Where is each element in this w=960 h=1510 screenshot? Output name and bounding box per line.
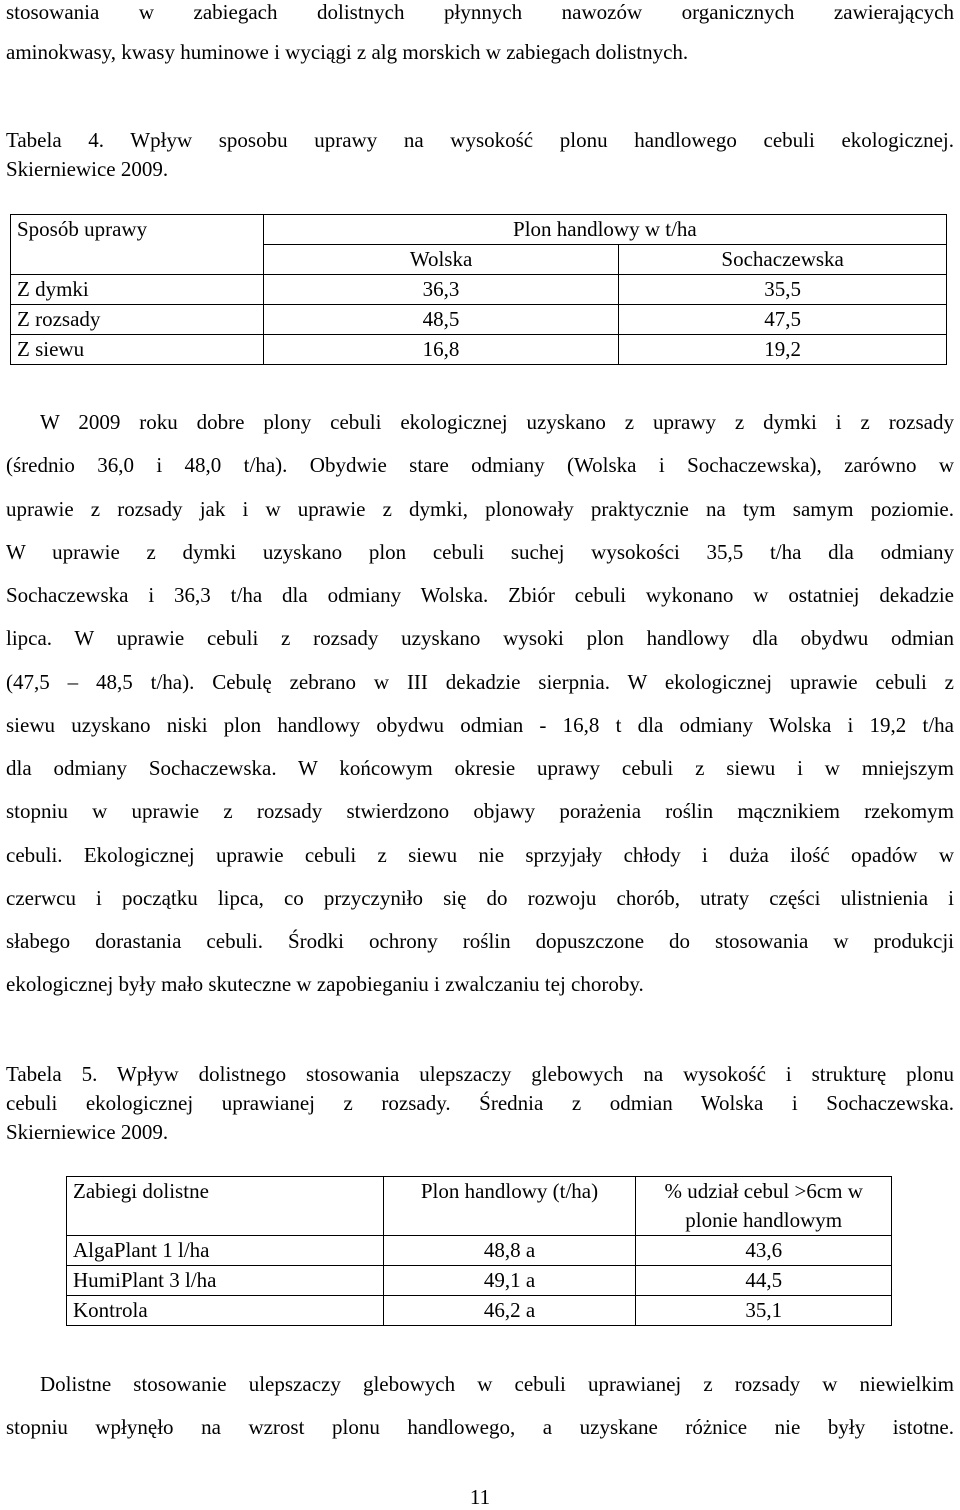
table4-col-sochaczewska: Sochaczewska [619,245,947,275]
table4-cell-method: Z dymki [11,275,264,305]
paragraph1-line-3: uprawie z rozsady jak i w uprawie z dymki, plonowały praktycznie na tym samym poziomie. [6,497,954,521]
paragraph1-line-13: słabego dorastania cebuli. Środki ochrony roślin dopuszczone do stosowania w produkcji [6,929,954,953]
table4-cell-method: Z rozsady [11,305,264,335]
table5-caption-line-3: Skierniewice 2009. [6,1120,169,1144]
paragraph1-line-6: lipca. W uprawie cebuli z rozsady uzyskano wysoki plon handlowy dla obydwu odmian [6,626,954,650]
paragraph1-line-11: cebuli. Ekologicznej uprawie cebuli z siewu nie sprzyjały chłody i duża ilość opadów w [6,843,954,867]
paragraph1-line-5: Sochaczewska i 36,3 t/ha dla odmiany Wolska. Zbiór cebuli wykonano w ostatniej dekadzie [6,583,954,607]
paragraph1-line-10: stopniu w uprawie z rozsady stwierdzono objawy porażenia roślin mącznikiem rzekomym [6,799,954,823]
table5-caption-line-2: cebuli ekologicznej uprawianej z rozsady. Średnia z odmian Wolska i Sochaczewska. [6,1091,954,1115]
table5-cell-share: 44,5 [636,1266,892,1296]
table5-cell-yield: 49,1 a [383,1266,636,1296]
paragraph1-line-4: W uprawie z dymki uzyskano plon cebuli suchej wysokości 35,5 t/ha dla odmiany [6,540,954,564]
paragraph2-line-1: Dolistne stosowanie ulepszaczy glebowych w cebuli uprawianej z rozsady w niewielkim [40,1372,954,1396]
table4-col-wolska: Wolska [263,245,619,275]
paragraph1-line-7: (47,5 – 48,5 t/ha). Cebulę zebrano w III dekadzie sierpnia. W ekologicznej uprawie cebuli z [6,670,954,694]
paragraph1-line-12: czerwcu i początku lipca, co przyczyniło się do rozwoju chorób, utraty części ulistnienia i [6,886,954,910]
table5-cell-share: 43,6 [636,1236,892,1266]
table5-caption-line-1: Tabela 5. Wpływ dolistnego stosowania ulepszaczy glebowych na wysokość i strukturę plonu [6,1062,954,1086]
intro-line-1: stosowania w zabiegach dolistnych płynnych nawozów organicznych zawierających [6,0,954,24]
table4-cell-sochaczewska: 19,2 [619,335,947,365]
table4-cell-method: Z siewu [11,335,264,365]
table5-header-yield: Plon handlowy (t/ha) [383,1177,636,1236]
table4-cell-sochaczewska: 47,5 [619,305,947,335]
table-4 [10,214,947,365]
table4-subheader-row [11,245,947,275]
table4-caption-line-1: Tabela 4. Wpływ sposobu uprawy na wysokość plonu handlowego cebuli ekologicznej. [6,128,954,152]
table5-cell-share: 35,1 [636,1296,892,1326]
table-row [11,275,947,305]
table5-cell-yield: 46,2 a [383,1296,636,1326]
table4-cell-wolska: 36,3 [263,275,619,305]
table5-header-row [67,1177,892,1236]
table5-header-treatment: Zabiegi dolistne [67,1177,384,1236]
paragraph1-line-1: W 2009 roku dobre plony cebuli ekologicznej uzyskano z uprawy z dymki i z rozsady [40,410,954,434]
table4-header-empty [11,245,264,275]
table-5 [66,1176,892,1326]
table4-cell-sochaczewska: 35,5 [619,275,947,305]
table-row [11,335,947,365]
table-row [67,1236,892,1266]
paragraph1-line-9: dla odmiany Sochaczewska. W końcowym okresie uprawy cebuli z siewu i w mniejszym [6,756,954,780]
page-number: 11 [469,1485,491,1509]
paragraph1-line-14: ekologicznej były mało skuteczne w zapobieganiu i zwalczaniu tej choroby. [6,972,644,996]
table-row [67,1266,892,1296]
intro-line-2: aminokwasy, kwasy huminowe i wyciągi z alg morskich w zabiegach dolistnych. [6,40,689,64]
table-row [11,305,947,335]
table4-header-method: Sposób uprawy [11,215,264,245]
paragraph1-line-2: (średnio 36,0 i 48,0 t/ha). Obydwie stare odmiany (Wolska i Sochaczewska), zarówno w [6,453,954,477]
table5-cell-treatment: Kontrola [67,1296,384,1326]
table5-header-share-line-2: plonie handlowym [685,1208,843,1232]
table4-cell-wolska: 48,5 [263,305,619,335]
table4-caption-line-2: Skierniewice 2009. [6,157,169,181]
paragraph2-line-2: stopniu wpłynęło na wzrost plonu handlowego, a uzyskane różnice nie były istotne. [6,1415,954,1439]
table4-cell-wolska: 16,8 [263,335,619,365]
table5-cell-treatment: HumiPlant 3 l/ha [67,1266,384,1296]
paragraph1-line-8: siewu uzyskano niski plon handlowy obydwu odmian - 16,8 t dla odmiany Wolska i 19,2 t/ha [6,713,954,737]
table-row [67,1296,892,1326]
table5-header-share-line-1: % udział cebul >6cm w [664,1179,863,1203]
table5-cell-treatment: AlgaPlant 1 l/ha [67,1236,384,1266]
table4-header-yield: Plon handlowy w t/ha [263,215,946,245]
table5-header-share [636,1177,892,1236]
table4-header-row [11,215,947,245]
table5-cell-yield: 48,8 a [383,1236,636,1266]
